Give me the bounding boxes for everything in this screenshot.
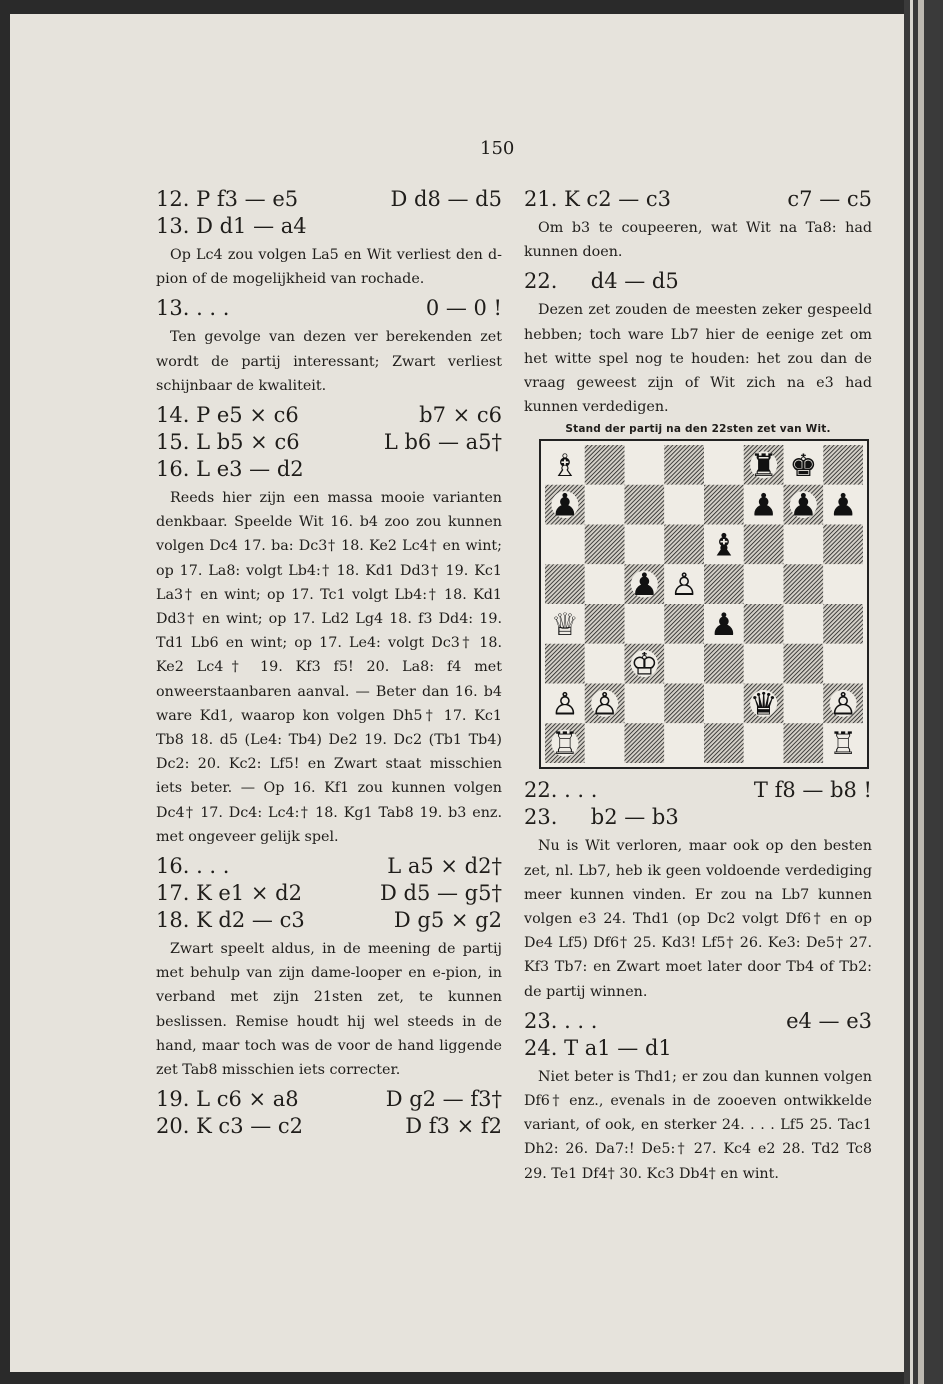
board-square <box>585 485 625 525</box>
board-square <box>823 565 863 605</box>
scan-edge <box>904 0 943 1384</box>
move-line <box>156 1086 502 1113</box>
board-square <box>784 604 824 644</box>
annotation-paragraph: Dezen zet zouden de meesten zeker gespeeld hebben; toch ware Lb7 hier de eenige zet om het witte spel nog te houden: het zou dan de vraag geweest zijn of Wit zich na e3 had kunnen verdedigen. <box>524 302 872 416</box>
chess-piece-white-c3: ♔ <box>630 647 659 684</box>
white-move: 24. T a1 — d1 <box>524 1035 672 1060</box>
move-line <box>524 804 872 831</box>
white-move: 20. K c3 — c2 <box>156 1114 304 1139</box>
board-square <box>823 644 863 684</box>
move-line <box>156 456 502 483</box>
board-square <box>585 445 625 485</box>
annotation-paragraph: Reeds hier zijn een massa mooie varianten denkbaar. Speelde Wit 16. b4 zoo zou kunnen volgen Dc4 17. ba: Dc3† 18. Ke2 Lc4† en wint; op 17. La8: volgt Lb4:† 18. Kd1 Dd3† 19. Kc1 La3† en wint; op 17. Tc1 volgt Lb4:† 18. Kd1 Dd3† en wint; op 17. Ld2 Lg4 18. f3 Dd4: 19. Td1 Lb6 en wint; op 17. Le4: volgt Dc3† 18. Ke2 Lc4† 19. Kf3 f5! 20. La8: f4 met onweerstaanbaren aanval. — Beter dan 16. b4 ware Kd1, waarop kon volgen Dh5† 17. Kc1 Tb8 18. d5 (Le4: Tb4) De2 19. Dc2 (Tb1 Tb4) Dc2: 20. Kc2: Lf5! en Zwart staat misschien iets beter. — Op 16. Kf1 zou kunnen volgen Dc4† 17. Dc4: Lc4:† 18. Kg1 Tab8 19. b3 enz. met ongeveer gelijk spel. <box>156 490 502 845</box>
white-move: 13. D d1 — a4 <box>156 214 307 238</box>
board-square <box>744 644 784 684</box>
black-move: D d8 — d5 <box>390 187 502 211</box>
board-square <box>784 724 824 764</box>
left-column <box>156 186 502 1140</box>
board-square <box>545 644 585 684</box>
chess-piece-black-c5: ♟ <box>630 567 659 604</box>
black-move: b7 × c6 <box>419 403 502 428</box>
board-square <box>704 644 744 684</box>
white-move: 23. . . . <box>524 1008 598 1033</box>
board-square <box>625 445 665 485</box>
chess-piece-white-d5: ♙ <box>670 567 699 604</box>
chess-piece-black-g8: ♚ <box>789 448 818 485</box>
board-square <box>625 485 665 525</box>
board-square <box>823 525 863 565</box>
board-square <box>585 565 625 605</box>
board-square <box>664 485 704 525</box>
board-square <box>744 565 784 605</box>
white-move: 16. L e3 — d2 <box>156 457 304 482</box>
chess-piece-white-a4: ♕ <box>550 607 579 644</box>
black-move: D d5 — g5† <box>380 881 502 906</box>
board-square <box>784 525 824 565</box>
black-move: c7 — c5 <box>787 187 872 211</box>
annotation-paragraph: Zwart speelt aldus, in de meening de partij met behulp van zijn dame-looper en e-pion, in verband met zijn 21sten zet, te kunnen beslissen. Remise houdt hij wel steeds in de hand, maar toch was de voor de hand liggende zet Tab8 misschien iets correcter. <box>156 941 502 1079</box>
move-line <box>156 429 502 456</box>
white-move: 22. d4 — d5 <box>524 269 679 294</box>
move-line <box>156 295 502 322</box>
move-line <box>524 1035 872 1062</box>
chess-piece-black-e6: ♝ <box>709 527 738 564</box>
chess-piece-white-h2: ♙ <box>829 686 858 723</box>
move-line <box>156 907 502 934</box>
right-column-top <box>524 186 872 419</box>
annotation-paragraph: Ten gevolge van dezen ver berekenden zet wordt de partij interessant; Zwart verliest schijnbaar de kwaliteit. <box>156 329 502 394</box>
board-square <box>784 684 824 724</box>
right-column <box>524 186 872 1190</box>
board-square <box>664 604 704 644</box>
move-line <box>156 853 502 880</box>
black-move: D g5 × g2 <box>393 908 502 933</box>
white-move: 22. . . . <box>524 778 598 803</box>
board-square <box>823 604 863 644</box>
board-square <box>784 644 824 684</box>
white-move: 13. . . . <box>156 296 230 321</box>
move-line <box>524 186 872 213</box>
board-square <box>784 565 824 605</box>
board-square <box>704 724 744 764</box>
board-square <box>704 684 744 724</box>
chess-piece-white-b2: ♙ <box>590 686 619 723</box>
board-square <box>625 604 665 644</box>
white-move: 14. P e5 × c6 <box>156 403 299 428</box>
board-caption: Stand der partij na den 22sten zet van Wit. <box>565 423 831 436</box>
white-move: 23. b2 — b3 <box>524 805 679 830</box>
board-square <box>704 485 744 525</box>
white-move: 19. L c6 × a8 <box>156 1087 299 1112</box>
board-square <box>585 724 625 764</box>
annotation-paragraph: Niet beter is Thd1; er zou dan kunnen volgen Df6† enz., evenals in de zooeven ontwikkelde variant, of ook, en sterker 24. . . . Lf5 25. Tac1 Dh2: 26. Da7:! De5:† 27. Kc4 e2 28. Td2 Tc8 29. Te1 Df4† 30. Kc3 Db4† en wint. <box>524 1068 872 1182</box>
board-square <box>585 644 625 684</box>
board-square <box>625 525 665 565</box>
board-square <box>823 445 863 485</box>
chess-piece-black-g7: ♟ <box>789 488 818 525</box>
board-square <box>704 565 744 605</box>
white-move: 17. K e1 × d2 <box>156 881 302 906</box>
black-move: 0 — 0 ! <box>425 296 502 321</box>
black-move: e4 — e3 <box>786 1008 872 1033</box>
move-line <box>524 1008 872 1035</box>
chess-piece-black-e4: ♟ <box>709 607 738 644</box>
right-column-bottom <box>524 777 872 1185</box>
board-square <box>744 525 784 565</box>
board-square <box>625 684 665 724</box>
move-line <box>156 213 502 240</box>
black-move: D g2 — f3† <box>385 1087 502 1112</box>
move-line <box>524 268 872 295</box>
chess-diagram-frame <box>539 439 869 769</box>
annotation-paragraph: Nu is Wit verloren, maar ook op den besten zet, nl. Lb7, heb ik geen voldoende verdediging meer kunnen vinden. Er zou na Lb7 kunnen volgen e3 24. Thd1 (op Dc2 volgt Df6† en op De4 Lf5) Df6† 25. Kd3! Lf5† 26. Ke3: De5† 27. Kf3 Tb7: en Zwart moet later door Tb4 of Tb2: de partij winnen. <box>524 838 872 1000</box>
white-move: 18. K d2 — c3 <box>156 908 305 933</box>
page-number: 150 <box>480 138 515 159</box>
move-line <box>156 186 502 213</box>
board-square <box>545 565 585 605</box>
white-move: 21. K c2 — c3 <box>524 187 672 211</box>
move-line <box>524 777 872 804</box>
chess-piece-black-f8: ♜ <box>749 448 778 485</box>
annotation-paragraph: Om b3 te coupeeren, wat Wit na Ta8: had kunnen doen. <box>524 220 872 261</box>
board-square <box>625 724 665 764</box>
white-move: 16. . . . <box>156 854 230 879</box>
chess-diagram <box>545 445 863 763</box>
board-square <box>664 644 704 684</box>
black-move: D f3 × f2 <box>405 1114 502 1139</box>
chess-piece-black-f2: ♛ <box>749 686 778 723</box>
board-square <box>744 724 784 764</box>
chess-piece-black-a7: ♟ <box>550 488 579 525</box>
white-move: 12. P f3 — e5 <box>156 187 299 211</box>
board-square <box>585 525 625 565</box>
chess-piece-white-a2: ♙ <box>550 686 579 723</box>
move-line <box>156 880 502 907</box>
board-square <box>744 604 784 644</box>
annotation-paragraph: Op Lc4 zou volgen La5 en Wit verliest den d-pion of de mogelijkheid van rochade. <box>156 247 502 288</box>
board-square <box>585 604 625 644</box>
white-move: 15. L b5 × c6 <box>156 430 300 455</box>
chess-piece-white-a8: ♗ <box>550 448 579 485</box>
board-square <box>664 684 704 724</box>
board-square <box>664 724 704 764</box>
chess-piece-white-a1: ♖ <box>550 726 579 763</box>
move-line <box>156 1113 502 1140</box>
black-move: T f8 — b8 ! <box>753 778 872 803</box>
chess-piece-black-f7: ♟ <box>749 488 778 525</box>
black-move: L b6 — a5† <box>383 430 502 455</box>
board-square <box>545 525 585 565</box>
chess-piece-white-h1: ♖ <box>829 726 858 763</box>
book-page <box>10 14 904 1372</box>
board-square <box>704 445 744 485</box>
chess-piece-black-h7: ♟ <box>829 488 858 525</box>
move-line <box>156 402 502 429</box>
black-move: L a5 × d2† <box>387 854 502 879</box>
board-square <box>664 525 704 565</box>
board-square <box>664 445 704 485</box>
